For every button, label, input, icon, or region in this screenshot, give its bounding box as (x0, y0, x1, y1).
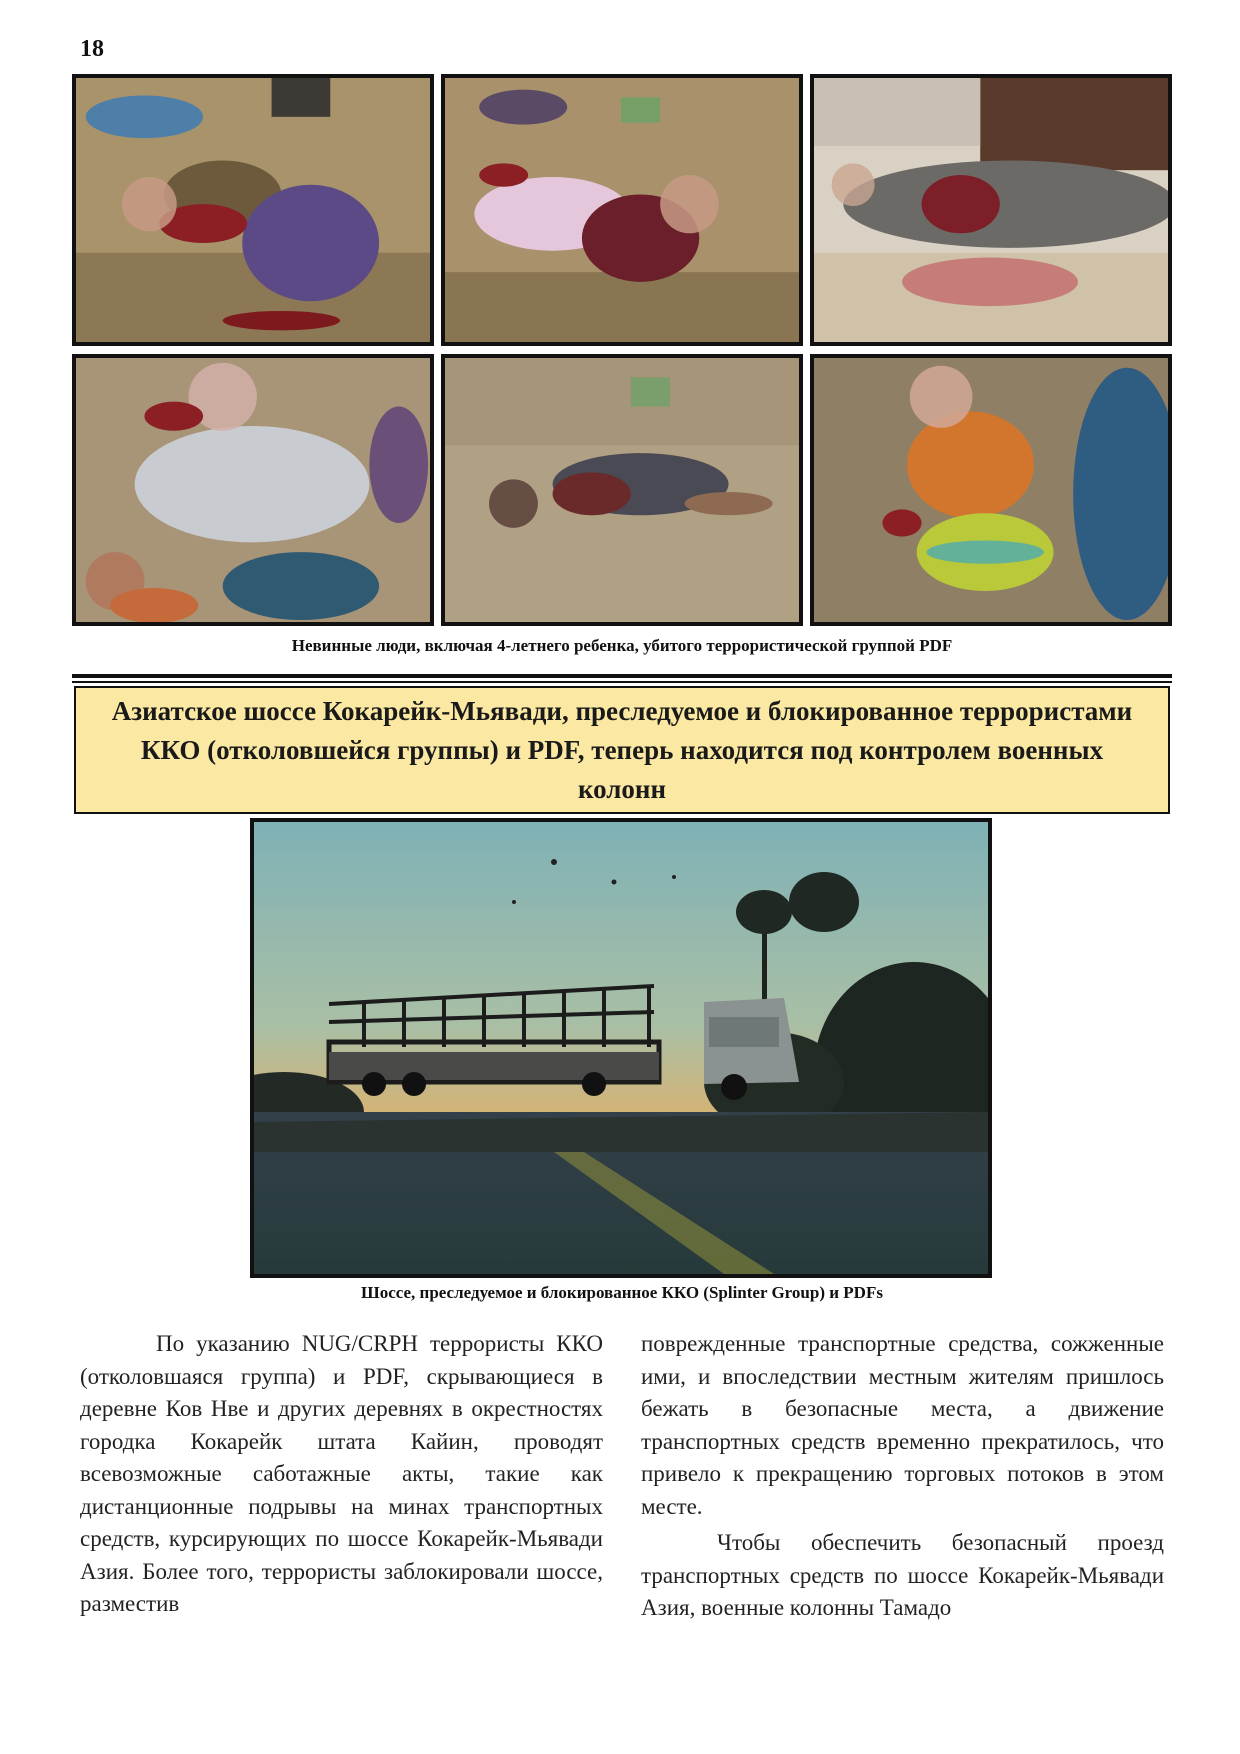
victims-photo-grid (72, 74, 1172, 626)
victims-photo-1 (72, 74, 434, 346)
victims-photo-2 (441, 74, 803, 346)
body-paragraph: поврежденные транспортные средства, сожженные ими, и впоследствии местным жителям пришлось бежать в безопасные места, а движение транспортных средств временно прекратилось, что привело к прекращению торговых потоков в этом месте. (641, 1331, 1164, 1519)
photo-grid-caption: Невинные люди, включая 4-летнего ребенка, убитого террористической группой PDF (291, 636, 953, 655)
body-paragraph: Чтобы обеспечить безопасный проезд транспортных средств по шоссе Кокарейк-Мьявади Азия, военные колонны Тамадо (641, 1530, 1164, 1620)
body-column-left (80, 1328, 603, 1621)
headline: Азиатское шоссе Кокарейк-Мьявади, преследуемое и блокированное террористами ККО (отколовшейся группы) и PDF, теперь находится под контролем военных колонн (111, 695, 1133, 804)
body-paragraph: По указанию NUG/CRPH террористы ККО (отколовшаяся группа) и PDF, скрывающиеся в деревне Ков Нве и других деревнях в окрестностях городка Кокарейк штата Кайин, проводят всевозможные саботажные акты, такие как дистанционные подрывы на минах транспортных средств, курсирующих по шоссе Кокарейк-Мьявади Азия. Более того, террористы заблокировали шоссе, разместив (80, 1331, 603, 1616)
blocked-highway-photo (250, 818, 992, 1278)
victims-photo-6 (810, 354, 1172, 626)
body-column-right (641, 1328, 1164, 1625)
headline-box (74, 686, 1170, 814)
section-divider-thin (72, 681, 1172, 683)
victims-photo-5 (441, 354, 803, 626)
page-number: 18 (80, 36, 104, 62)
victims-photo-4 (72, 354, 434, 626)
victims-photo-3 (810, 74, 1172, 346)
highway-photo-caption: Шоссе, преследуемое и блокированное ККО (Splinter Group) и PDFs (361, 1283, 883, 1302)
section-divider (72, 674, 1172, 678)
